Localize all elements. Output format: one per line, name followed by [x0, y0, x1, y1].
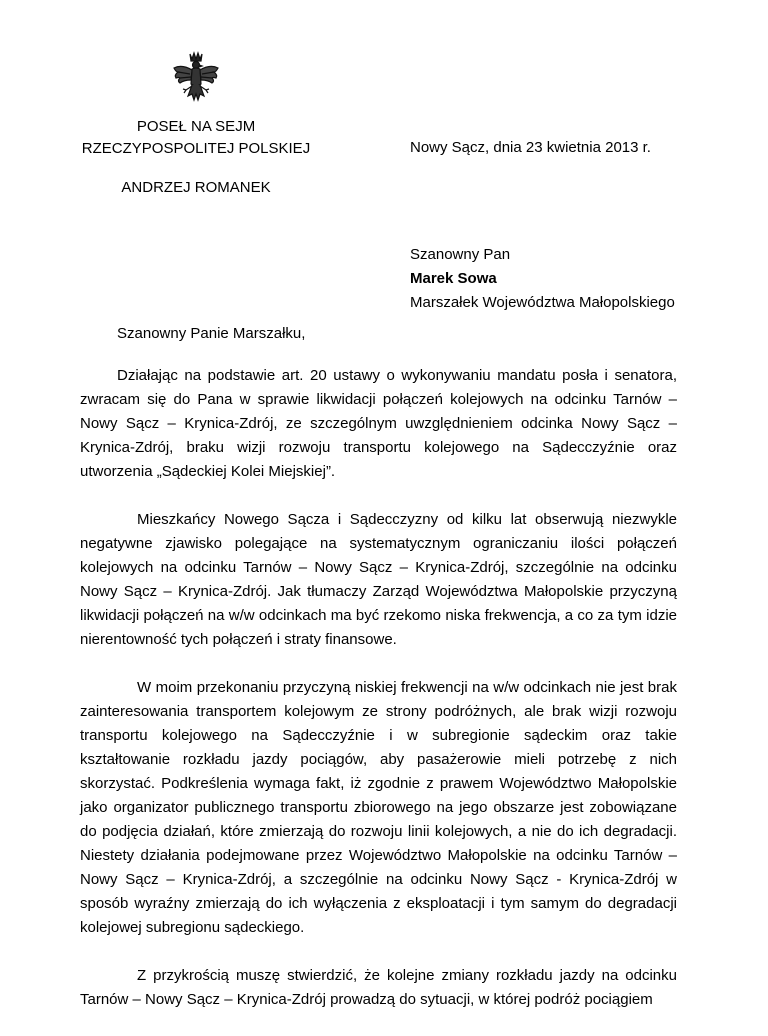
body-paragraph: Z przykrością muszę stwierdzić, że kolejne zmiany rozkładu jazdy na odcinku Tarnów – Nowy Sącz – Krynica-Zdrój prowadzą do sytuacji, w której podróż pociągiem: [80, 967, 677, 1008]
sender-title-line1: POSEŁ NA SEJM: [136, 118, 256, 135]
recipient-block: [410, 243, 675, 315]
sender-title-line2: RZECZYPOSPOLITEJ POLSKIEJ: [81, 140, 311, 157]
recipient-title: Marszałek Województwa Małopolskiego: [410, 294, 675, 311]
salutation: Szanowny Panie Marszałku,: [117, 325, 306, 342]
sender-name: ANDRZEJ ROMANEK: [121, 179, 271, 196]
body-paragraph: Działając na podstawie art. 20 ustawy o wykonywaniu mandatu posła i senatora, zwracam się do Pana w sprawie likwidacji połączeń kolejowych na odcinku Tarnów – Nowy Sącz – Krynica-Zdrój, ze szczególnym uwzględnieniem odcinka Nowy Sącz – Krynica-Zdrój, braku wizji rozwoju transportu kolejowego na Sądecczyźnie oraz utworzenia „Sądeckiej Kolei Miejskiej”.: [80, 367, 677, 480]
sender-title: [0, 116, 392, 160]
polish-eagle-emblem-icon: [170, 50, 222, 108]
body-paragraph: W moim przekonaniu przyczyną niskiej frekwencji na w/w odcinkach nie jest brak zainteresowania transportem kolejowym ze strony podróżnych, ale brak wizji rozwoju transportu kolejowego na Sądecczyźnie i w subregionie sądeckim oraz takie kształtowanie rozkładu jazdy pociągów, aby pasażerowie mieli potrzebę z nich skorzystać. Podkreślenia wymaga fakt, iż zgodnie z prawem Województwo Małopolskie jako organizator publicznego transportu zbiorowego na jego obszarze jest zobowiązane do podjęcia działań, które zmierzają do rozwoju linii kolejowych, a nie do ich degradacji. Niestety działania podejmowane przez Województwo Małopolskie na odcinku Tarnów – Nowy Sącz – Krynica-Zdrój, a szczególnie na odcinku Nowy Sącz - Krynica-Zdrój w sposób wyraźny zmierzają do ich wyłączenia z eksploatacji i tym samym do degradacji kolejowej subregionu sądeckiego.: [80, 679, 677, 936]
recipient-name: Marek Sowa: [410, 270, 497, 287]
recipient-greeting: Szanowny Pan: [410, 246, 511, 263]
place-date: Nowy Sącz, dnia 23 kwietnia 2013 r.: [410, 139, 651, 156]
letter-body: [80, 364, 677, 1036]
body-paragraph: Mieszkańcy Nowego Sącza i Sądecczyzny od kilku lat obserwują niezwykle negatywne zjawisko polegające na systematycznym ograniczaniu ilości połączeń kolejowych na odcinku Tarnów – Nowy Sącz – Krynica-Zdrój, szczególnie na odcinku Nowy Sącz – Krynica-Zdrój. Jak tłumaczy Zarząd Województwa Małopolskie przyczyną likwidacji połączeń na w/w odcinkach ma być rzekomo niska frekwencja, a co za tym idzie nierentowność tych połączeń i straty finansowe.: [80, 511, 677, 648]
